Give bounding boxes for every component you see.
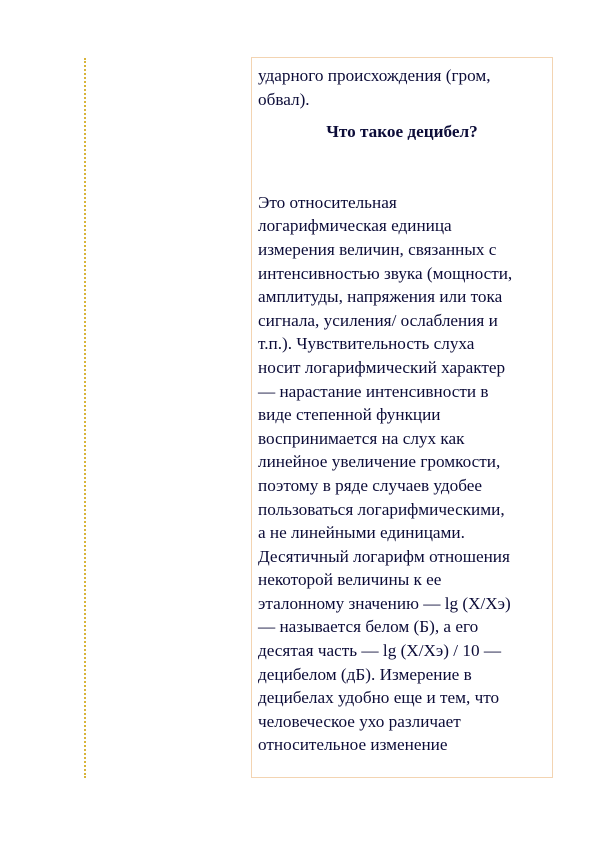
paragraph-line: т.п.). Чувствительность слуха [258, 334, 475, 354]
paragraph-line: логарифмическая единица [258, 216, 452, 236]
paragraph-line: — называется белом (Б), а его [258, 617, 479, 637]
paragraph-line: интенсивностью звука (мощности, [258, 263, 513, 283]
intro-line: ударного происхождения (гром, [258, 66, 491, 85]
paragraph-line: Это относительная [258, 192, 397, 212]
paragraph-line: виде степенной функции [258, 405, 441, 425]
paragraph-line: децибелом (дБ). Измерение в [258, 664, 472, 684]
paragraph-line: а не линейными единицами. [258, 523, 465, 543]
paragraph-line: поэтому в ряде случаев удобее [258, 475, 483, 495]
paragraph-line: измерения величин, связанных с [258, 239, 497, 259]
paragraph-line: Десятичный логарифм отношения [258, 546, 510, 566]
paragraph-line: децибелах удобно еще и тем, что [258, 688, 500, 708]
dotted-margin-rule [84, 58, 86, 778]
paragraph-line: эталонному значению — lg (X/Xэ) [258, 593, 511, 613]
paragraph-line: носит логарифмический характер [258, 357, 506, 377]
body-paragraph [258, 191, 546, 757]
intro-text [258, 64, 546, 111]
paragraph-line: десятая часть — lg (X/Xэ) / 10 — [258, 641, 502, 661]
paragraph-line: амплитуды, напряжения или тока [258, 287, 503, 307]
paragraph-line: пользоваться логарифмическими, [258, 499, 505, 519]
paragraph-line: — нарастание интенсивности в [258, 381, 489, 401]
paragraph-line: линейное увеличение громкости, [258, 452, 501, 472]
section-heading: Что такое децибел? [326, 122, 478, 142]
paragraph-line: относительное изменение [258, 735, 448, 755]
intro-line: обвал). [258, 89, 310, 109]
paragraph-line: некоторой величины к ее [258, 570, 442, 590]
text-column [251, 57, 553, 778]
paragraph-line: воспринимается на слух как [258, 428, 465, 448]
paragraph-line: сигнала, усиления/ ослабления и [258, 310, 498, 330]
paragraph-line: человеческое ухо различает [258, 711, 461, 731]
